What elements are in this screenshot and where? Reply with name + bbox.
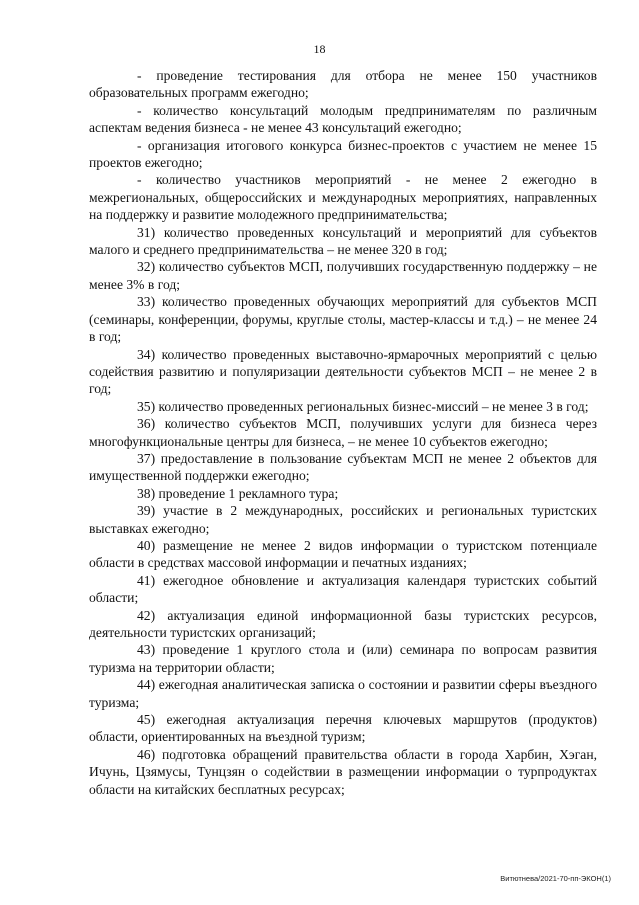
paragraph: 46) подготовка обращений правительства области в города Харбин, Хэган, Ичунь, Цзямусы, Тунцзян о содействии в размещении информации о турпродуктах области на китайских бесплатных ресурсах; — [89, 746, 597, 797]
paragraph: 31) количество проведенных консультаций и мероприятий для субъектов малого и среднего предпринимательства – не менее 320 в год; — [89, 224, 597, 258]
paragraph: 44) ежегодная аналитическая записка о состоянии и развитии сферы въездного туризма; — [89, 677, 597, 710]
paragraph: 40) размещение не менее 2 видов информации о туристском потенциале области в средствах массовой информации и печатных изданиях; — [89, 537, 597, 571]
document-footer-code: Витютнева/2021-70-пп-ЭКОН(1) — [500, 874, 611, 883]
paragraph: - количество участников мероприятий - не менее 2 ежегодно в межрегиональных, общероссийских и международных мероприятиях, направленных на поддержку и развитие молодежного предпринимательства; — [89, 172, 597, 223]
paragraph: 39) участие в 2 международных, российских и региональных туристских выставках ежегодно; — [89, 503, 597, 536]
paragraph: 33) количество проведенных обучающих мероприятий для субъектов МСП (семинары, конференции, форумы, круглые столы, мастер-классы и т.д.) – не менее 24 в год; — [89, 294, 597, 345]
document-body — [89, 67, 597, 798]
paragraph: 43) проведение 1 круглого стола и (или) семинара по вопросам развития туризма на территории области; — [89, 642, 597, 675]
paragraph: - количество консультаций молодым предпринимателям по различным аспектам ведения бизнеса - не менее 43 консультаций ежегодно; — [89, 102, 597, 136]
paragraph: 32) количество субъектов МСП, получивших государственную поддержку – не менее 3% в год; — [89, 259, 597, 292]
paragraph: 36) количество субъектов МСП, получивших услуги для бизнеса через многофункциональные центры для бизнеса, – не менее 10 субъектов ежегодно; — [89, 416, 597, 449]
paragraph: 42) актуализация единой информационной базы туристских ресурсов, деятельности туристских организаций; — [89, 607, 597, 640]
paragraph: 41) ежегодное обновление и актуализация календаря туристских событий области; — [89, 572, 597, 606]
paragraph: 35) количество проведенных региональных бизнес-миссий – не менее 3 в год; — [137, 398, 589, 414]
paragraph: 34) количество проведенных выставочно-ярмарочных мероприятий с целью содействия развитию и популяризации деятельности субъектов МСП – не менее 2 в год; — [89, 346, 597, 397]
paragraph: - организация итогового конкурса бизнес-проектов с участием не менее 15 проектов ежегодно; — [89, 137, 597, 171]
paragraph: 37) предоставление в пользование субъектам МСП не менее 2 объектов для имущественной поддержки ежегодно; — [89, 450, 597, 484]
page-number: 18 — [313, 42, 326, 56]
paragraph: 38) проведение 1 рекламного тура; — [137, 485, 339, 501]
paragraph: 45) ежегодная актуализация перечня ключевых маршрутов (продуктов) области, ориентированных на въездной туризм; — [89, 712, 597, 745]
paragraph: - проведение тестирования для отбора не менее 150 участников образовательных программ ежегодно; — [89, 68, 597, 101]
